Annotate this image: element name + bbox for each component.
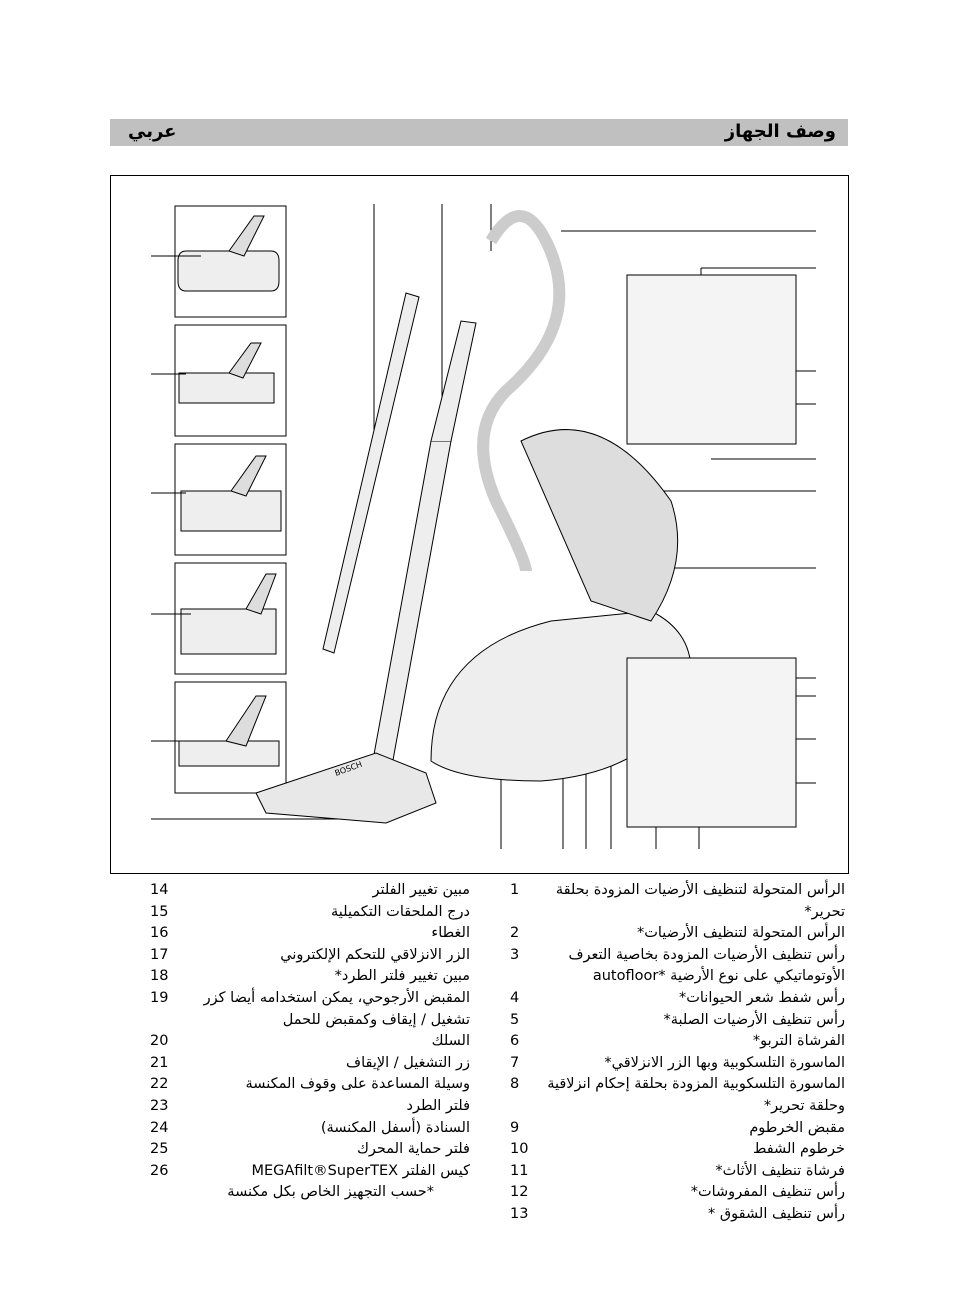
list-item [140, 923, 470, 945]
part-number [500, 923, 536, 945]
part-label: كيس الفلتر MEGAfilt®SuperTEX [251, 1162, 470, 1179]
list-item [140, 1096, 470, 1118]
list-item [500, 923, 845, 945]
list-item [500, 880, 845, 923]
part-number [500, 1031, 536, 1053]
part-number [140, 880, 176, 902]
part-number [140, 1161, 176, 1183]
part-number [140, 988, 176, 1031]
list-item [500, 1053, 845, 1075]
list-item [140, 1074, 470, 1096]
part-label: زر التشغيل / الإيقاف [346, 1054, 470, 1071]
part-number [500, 1139, 536, 1161]
list-item [500, 1010, 845, 1032]
part-number-text: 15 [150, 903, 169, 920]
list-item [500, 1182, 845, 1204]
part-number [140, 1053, 176, 1075]
part-label: الزر الانزلاقي للتحكم الإلكتروني [280, 946, 470, 963]
part-number [500, 988, 536, 1010]
list-item [500, 1118, 845, 1140]
part-number-text: 25 [150, 1141, 169, 1158]
part-label: مبين تغيير الفلتر [372, 882, 470, 898]
part-number-text: 23 [150, 1097, 169, 1114]
part-label: المقبض الأرجوحي، يمكن استخدامه أيضا كزر تشغيل / إيقاف وكمقبض للحمل [203, 989, 470, 1028]
part-number [140, 1118, 176, 1140]
part-number-text: 3 [510, 946, 520, 963]
section-title: وصف الجهاز [724, 121, 836, 142]
part-label: الرأس المتحولة لتنظيف الأرضيات* [636, 925, 845, 942]
part-number-text: 11 [510, 1162, 529, 1179]
list-item [500, 945, 845, 988]
vacuum-body [256, 216, 796, 827]
part-number-text: 8 [510, 1076, 520, 1093]
list-item [500, 988, 845, 1010]
part-label: رأس تنظيف الشقوق * [708, 1205, 845, 1222]
part-number-text: 12 [510, 1184, 529, 1201]
attachment-boxes [175, 206, 286, 793]
part-label: درج الملحقات التكميلية [331, 903, 470, 920]
parts-list-left [140, 880, 470, 1204]
part-number [140, 902, 176, 924]
list-item [140, 1031, 470, 1053]
part-label: السنادة (أسفل المكنسة) [320, 1119, 470, 1136]
part-number-text: 19 [150, 989, 169, 1006]
list-item [140, 1161, 470, 1183]
part-label: الغطاء [431, 925, 470, 942]
part-number [500, 1053, 536, 1075]
part-label: رأس تنظيف المفروشات* [690, 1184, 845, 1201]
part-label: وسيلة المساعدة على وقوف المكنسة [245, 1076, 470, 1093]
list-item [140, 880, 470, 902]
list-item [140, 902, 470, 924]
part-label: خرطوم الشفط [752, 1141, 845, 1158]
part-number-text: 1 [510, 882, 520, 898]
part-label: السلك [431, 1033, 470, 1050]
part-number [500, 1010, 536, 1032]
list-item [140, 945, 470, 967]
part-label: فلتر الطرد [406, 1097, 470, 1114]
list-item [140, 966, 470, 988]
list-item [500, 1074, 845, 1117]
part-number-text: 26 [150, 1162, 169, 1179]
svg-text:BOSCH: BOSCH [333, 759, 364, 778]
part-number [500, 1161, 536, 1183]
appliance-diagram [110, 175, 849, 874]
part-number-text: 5 [510, 1011, 520, 1028]
list-item [140, 1053, 470, 1075]
part-number [500, 880, 536, 923]
part-number-text: 24 [150, 1119, 169, 1136]
part-number [140, 945, 176, 967]
part-number-text: 4 [510, 989, 520, 1006]
footnote: *حسب التجهيز الخاص بكل مكنسة [227, 1184, 434, 1201]
list-item [500, 1161, 845, 1183]
list-item [140, 988, 470, 1031]
list-item [500, 1204, 845, 1226]
part-number-text: 18 [150, 968, 169, 985]
part-number [140, 1096, 176, 1118]
vacuum-illustration [111, 176, 848, 873]
part-number [140, 1139, 176, 1161]
part-label: الماسورة التلسكوبية وبها الزر الانزلاقي* [604, 1054, 845, 1071]
part-label: الفرشاة التربو* [752, 1033, 845, 1050]
part-label: الماسورة التلسكوبية المزودة بحلقة إحكام انزلاقية وحلقة تحرير* [547, 1076, 845, 1114]
part-number-text: 17 [150, 946, 169, 963]
list-item [140, 1139, 470, 1161]
part-number-text: 2 [510, 925, 520, 942]
part-number-text: 20 [150, 1033, 169, 1050]
part-number [500, 1118, 536, 1140]
list-item [500, 1031, 845, 1053]
part-number-text: 7 [510, 1054, 520, 1071]
part-number [500, 1074, 536, 1117]
part-number-text: 16 [150, 925, 169, 942]
part-label: فرشاة تنظيف الأثاث* [715, 1162, 845, 1179]
part-label: رأس شفط شعر الحيوانات* [678, 989, 845, 1006]
part-number [140, 1031, 176, 1053]
part-number [140, 1074, 176, 1096]
part-label: رأس تنظيف الأرضيات المزودة بخاصية التعرف الأوتوماتيكي على نوع الأرضية *autofloor [568, 946, 845, 985]
part-number-text: 6 [510, 1033, 520, 1050]
part-number-text: 10 [510, 1141, 529, 1158]
part-number-text: 13 [510, 1205, 529, 1222]
part-label: مبين تغيير فلتر الطرد* [334, 968, 470, 985]
list-item [500, 1139, 845, 1161]
part-number [500, 1182, 536, 1204]
part-number [140, 923, 176, 945]
part-number [140, 966, 176, 988]
section-header [110, 119, 848, 146]
part-label: الرأس المتحولة لتنظيف الأرضيات المزودة بحلقة تحرير* [555, 882, 845, 920]
part-label: مقبض الخرطوم [749, 1119, 845, 1136]
part-number [500, 1204, 536, 1226]
part-number-text: 21 [150, 1054, 169, 1071]
language-label: عربي [128, 121, 177, 142]
part-number-text: 22 [150, 1076, 169, 1093]
part-number [500, 945, 536, 988]
part-number-text: 14 [150, 882, 169, 898]
part-number-text: 9 [510, 1119, 520, 1136]
part-label: فلتر حماية المحرك [356, 1141, 470, 1158]
parts-list-right [500, 880, 845, 1226]
part-label: رأس تنظيف الأرضيات الصلبة* [663, 1011, 845, 1028]
list-item [140, 1118, 470, 1140]
